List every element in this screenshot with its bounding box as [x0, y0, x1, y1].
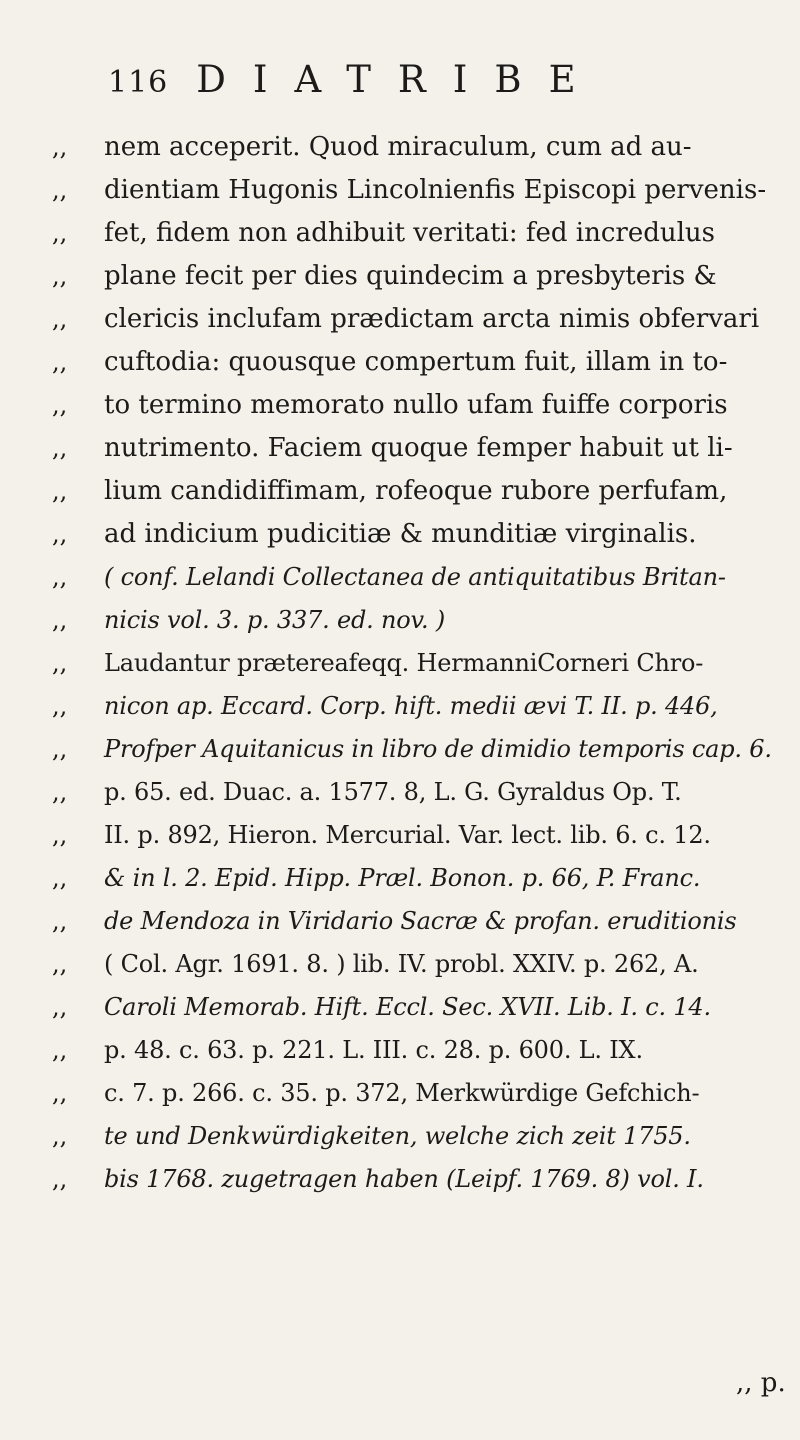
- line-text: clericis inclufam prædictam arcta nimis obfervari: [104, 304, 760, 334]
- line-text: nicon ap. Eccard. Corp. hift. medii ævi T. II. p. 446,: [104, 692, 718, 720]
- text-line: [52, 814, 792, 857]
- quote-mark: ,,: [52, 778, 68, 806]
- quote-mark: ,,: [52, 1079, 68, 1107]
- page-header: [108, 58, 748, 101]
- quote-mark: ,,: [52, 907, 68, 935]
- body-text: [52, 126, 792, 1201]
- line-text: nicis vol. 3. p. 337. ed. nov. ): [104, 606, 446, 634]
- line-text: ( Col. Agr. 1691. 8. ) lib. IV. probl. XXIV. p. 262, A.: [104, 950, 699, 978]
- line-text: p. 65. ed. Duac. a. 1577. 8, L. G. Gyraldus Op. T.: [104, 778, 682, 806]
- line-text: te und Denkwürdigkeiten, welche zich zeit 1755.: [104, 1122, 691, 1150]
- line-text: Caroli Memorab. Hift. Eccl. Sec. XVII. Lib. I. c. 14.: [104, 993, 711, 1021]
- text-line: [52, 642, 792, 685]
- line-text: dientiam Hugonis Lincolnienfis Episcopi pervenis-: [104, 175, 767, 205]
- quote-mark: ,,: [52, 821, 68, 849]
- line-text: cuftodia: quousque compertum fuit, illam in to-: [104, 347, 728, 377]
- line-text: bis 1768. zugetragen haben (Leipf. 1769. 8) vol. I.: [104, 1165, 704, 1193]
- text-line: [52, 470, 792, 513]
- quote-mark: ,,: [52, 434, 68, 462]
- text-line: [52, 556, 792, 599]
- text-line: [52, 427, 792, 470]
- text-line: [52, 126, 792, 169]
- text-line: [52, 513, 792, 556]
- quote-mark: ,,: [52, 176, 68, 204]
- catchword: ,, p.: [736, 1368, 786, 1398]
- line-text: ( conf. Lelandi Collectanea de antiquitatibus Britan-: [104, 563, 726, 591]
- text-line: [52, 943, 792, 986]
- line-text: de Mendoza in Viridario Sacræ & profan. eruditionis: [104, 907, 737, 935]
- text-line: [52, 685, 792, 728]
- quote-mark: ,,: [52, 950, 68, 978]
- quote-mark: ,,: [52, 864, 68, 892]
- quote-mark: ,,: [52, 1122, 68, 1150]
- running-title: DIATRIBE: [196, 58, 603, 101]
- text-line: [52, 728, 792, 771]
- quote-mark: ,,: [52, 133, 68, 161]
- quote-mark: ,,: [52, 1165, 68, 1193]
- text-line: [52, 599, 792, 642]
- quote-mark: ,,: [52, 520, 68, 548]
- quote-mark: ,,: [52, 219, 68, 247]
- line-text: Profper Aquitanicus in libro de dimidio temporis cap. 6.: [104, 735, 772, 763]
- quote-mark: ,,: [52, 563, 68, 591]
- page-number: 116: [108, 65, 169, 100]
- line-text: nutrimento. Faciem quoque femper habuit ut li-: [104, 433, 733, 463]
- text-line: [52, 1029, 792, 1072]
- line-text: nem acceperit. Quod miraculum, cum ad au-: [104, 132, 692, 162]
- quote-mark: ,,: [52, 391, 68, 419]
- text-line: [52, 255, 792, 298]
- line-text: lium candidiffimam, rofeoque rubore perfufam,: [104, 476, 728, 506]
- line-text: II. p. 892, Hieron. Mercurial. Var. lect. lib. 6. c. 12.: [104, 821, 711, 849]
- text-line: [52, 1158, 792, 1201]
- text-line: [52, 1072, 792, 1115]
- text-line: [52, 986, 792, 1029]
- text-line: [52, 298, 792, 341]
- quote-mark: ,,: [52, 993, 68, 1021]
- text-line: [52, 900, 792, 943]
- line-text: fet, fidem non adhibuit veritati: fed incredulus: [104, 218, 716, 248]
- quote-mark: ,,: [52, 649, 68, 677]
- line-text: plane fecit per dies quindecim a presbyteris &: [104, 261, 717, 291]
- quote-mark: ,,: [52, 477, 68, 505]
- line-text: c. 7. p. 266. c. 35. p. 372, Merkwürdige Gefchich-: [104, 1079, 700, 1107]
- line-text: & in l. 2. Epid. Hipp. Præl. Bonon. p. 66, P. Franc.: [104, 864, 701, 892]
- line-text: ad indicium pudicitiæ & munditiæ virginalis.: [104, 519, 697, 549]
- quote-mark: ,,: [52, 606, 68, 634]
- quote-mark: ,,: [52, 305, 68, 333]
- text-line: [52, 341, 792, 384]
- quote-mark: ,,: [52, 262, 68, 290]
- line-text: p. 48. c. 63. p. 221. L. III. c. 28. p. 600. L. IX.: [104, 1036, 643, 1064]
- text-line: [52, 1115, 792, 1158]
- line-text: to termino memorato nullo ufam fuiffe corporis: [104, 390, 728, 420]
- text-line: [52, 857, 792, 900]
- text-line: [52, 384, 792, 427]
- quote-mark: ,,: [52, 692, 68, 720]
- line-text: Laudantur prætereafeqq. HermanniCorneri Chro-: [104, 649, 704, 677]
- text-line: [52, 771, 792, 814]
- text-line: [52, 169, 792, 212]
- text-line: [52, 212, 792, 255]
- quote-mark: ,,: [52, 348, 68, 376]
- quote-mark: ,,: [52, 735, 68, 763]
- quote-mark: ,,: [52, 1036, 68, 1064]
